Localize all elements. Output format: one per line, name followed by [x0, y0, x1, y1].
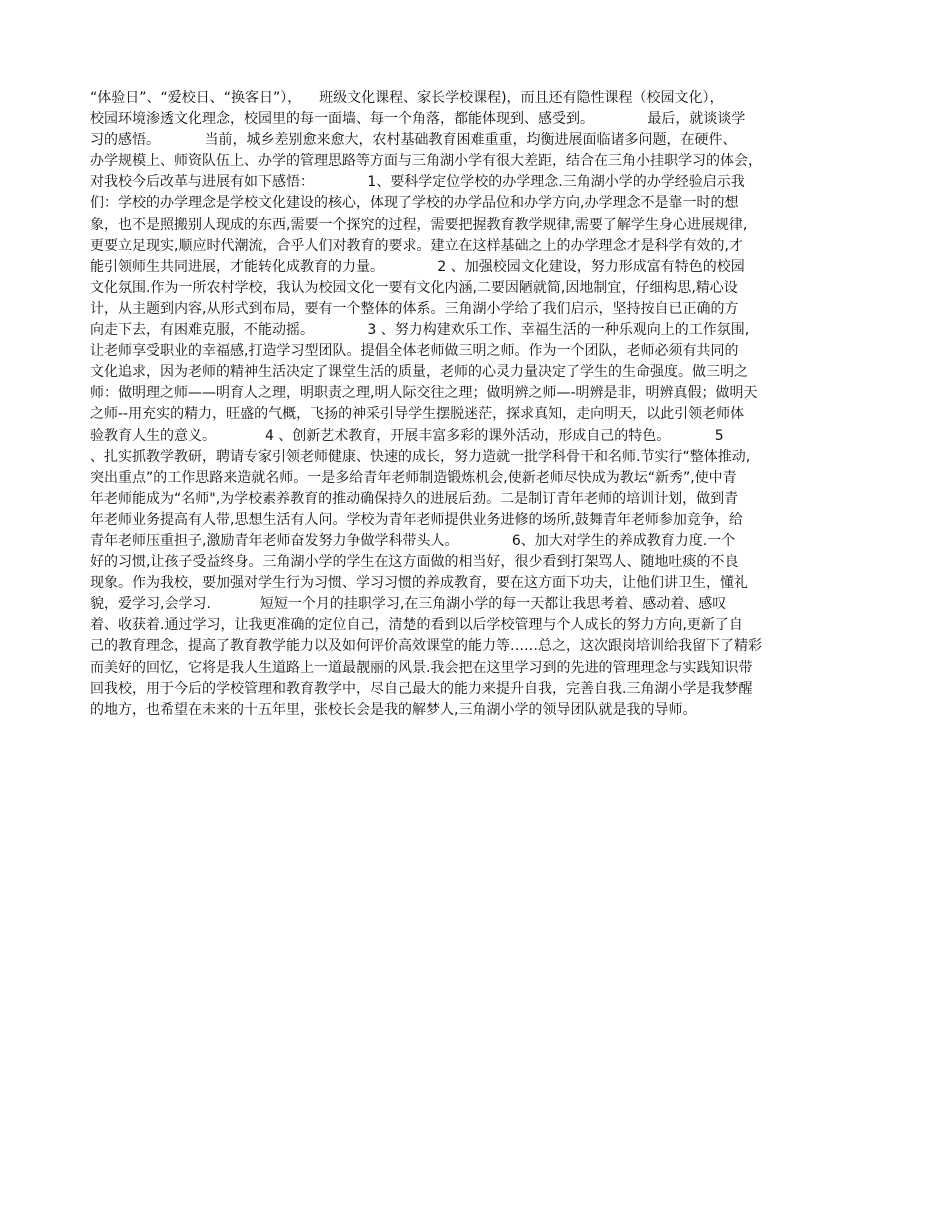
text-line: 习的感悟。 当前，城乡差别愈来愈大，农村基础教育困难重重，均衡进展面临诸多问题，在硬件、 [90, 132, 737, 149]
text-line: 文化追求，因为老师的精神生活决定了课堂生活的质量，老师的心灵力量决定了学生的生命强度。做三明之 [90, 364, 748, 381]
text-line: 向走下去，有困难克服，不能动摇。 3 、努力构建欢乐工作、幸福生活的一种乐观向上的工作氛围, [90, 322, 750, 339]
text-line: 己的教育理念，提高了教育教学能力以及如何评价高效课堂的能力等……总之，这次跟岗培训给我留下了精彩 [90, 638, 762, 655]
body-text [90, 88, 862, 721]
text-line: 之师--用充实的精力，旺盛的气概，飞扬的神采引导学生摆脱迷茫，探求真知，走向明天，以此引领老师体 [90, 406, 745, 423]
text-line: 师：做明理之师——明育人之理，明职责之理,明人际交往之理；做明辨之师—-明辨是非，明辨真假；做明天 [90, 385, 758, 402]
text-line: 计，从主题到内容,从形式到布局，要有一个整体的体系。三角湖小学给了我们启示，坚持按自已正确的方 [90, 300, 739, 317]
text-line: “体验日”、“爱校日、“换客日”）， 班级文化课程、家长学校课程)，而且还有隐性课程（校园文化）， [90, 90, 724, 106]
text-line: 对我校今后改革与进展有如下感悟： 1、要科学定位学校的办学理念.三角湖小学的办学经验启示我 [90, 174, 745, 191]
text-line: 们：学校的办学理念是学校文化建设的核心，体现了学校的办学品位和办学方向,办学理念不是靠一时的想 [90, 195, 739, 212]
text-line: 年老师业务提高有人带,思想生活有人问。学校为青年老师提供业务进修的场所,鼓舞青年老师参加竞争，给 [90, 511, 743, 528]
text-line: 着、收获着.通过学习，让我更准确的定位自己，清楚的看到以后学校管理与个人成长的努力方向,更新了自 [90, 617, 743, 634]
text-line: 而美好的回忆，它将是我人生道路上一道最靓丽的风景.我会把在这里学习到的先进的管理理念与实践知识带 [90, 659, 753, 676]
text-line: 回我校，用于今后的学校管理和教育教学中，尽自己最大的能力来提升自我，完善自我.三角湖小学是我梦醒 [90, 680, 753, 697]
text-line: 年老师能成为“名师",为学校素养教育的推动确保持久的进展后劲。二是制订青年老师的培训计划，做到青 [90, 490, 739, 507]
text-line: 现象。作为我校，要加强对学生行为习惯、学习习惯的养成教育，要在这方面下功夫，让他们讲卫生，懂礼 [90, 575, 748, 592]
text-line: 的地方，也希望在未来的十五年里，张校长会是我的解梦人,三角湖小学的领导团队就是我的导师。 [90, 701, 697, 718]
text-line: 校园环境渗透文化理念，校园里的每一面墙、每一个角落，都能体现到、感受到。 最后，就谈谈学 [90, 111, 746, 128]
text-line: 更要立足现实,顺应时代潮流，合乎人们对教育的要求。建立在这样基础之上的办学理念才是科学有效的,才 [90, 237, 743, 254]
text-line: 突出重点”的工作思路来造就名师。一是多给青年老师制造锻炼机会,使新老师尽快成为教坛“新秀”,使中青 [90, 469, 737, 486]
text-line: 能引领师生共同进展，才能转化成教育的力量。 2 、加强校园文化建设，努力形成富有特色的校园 [90, 258, 745, 275]
text-line: 让老师享受职业的幸福感,打造学习型团队。提倡全体老师做三明之师。作为一个团队，老师必须有共同的 [90, 343, 739, 360]
text-line: 象，也不是照搬别人现成的东西,需要一个探究的过程，需要把握教育教学规律,需要了解学生身心进展规律, [90, 216, 748, 233]
text-line: 文化氛围.作为一所农村学校，我认为校园文化一要有文化内涵,二要因陋就简,因地制宜，仔细构思,精心设 [90, 279, 738, 296]
text-line: 、扎实抓教学教研，聘请专家引领老师健康、快速的成长，努力造就一批学科骨干和名师.节实行“整体推动, [90, 448, 751, 465]
text-line: 貌，爱学习,会学习. 短短一个月的挂职学习,在三角湖小学的每一天都让我思考着、感动着、感叹 [90, 596, 727, 613]
text-line: 青年老师压重担子,激励青年老师奋发努力争做学科带头人。 6、加大对学生的养成教育力度.一个 [90, 532, 736, 549]
text-line: 办学规模上、师资队伍上、办学的管理思路等方面与三角湖小学有很大差距，结合在三角小挂职学习的体会， [90, 153, 762, 170]
text-line: 好的习惯,让孩子受益终身。三角湖小学的学生在这方面做的相当好，很少看到打架骂人、随地吐痰的不良 [90, 554, 739, 571]
text-line: 验教育人生的意义。 4 、创新艺术教育，开展丰富多彩的课外活动，形成自己的特色。 5 [90, 427, 724, 444]
